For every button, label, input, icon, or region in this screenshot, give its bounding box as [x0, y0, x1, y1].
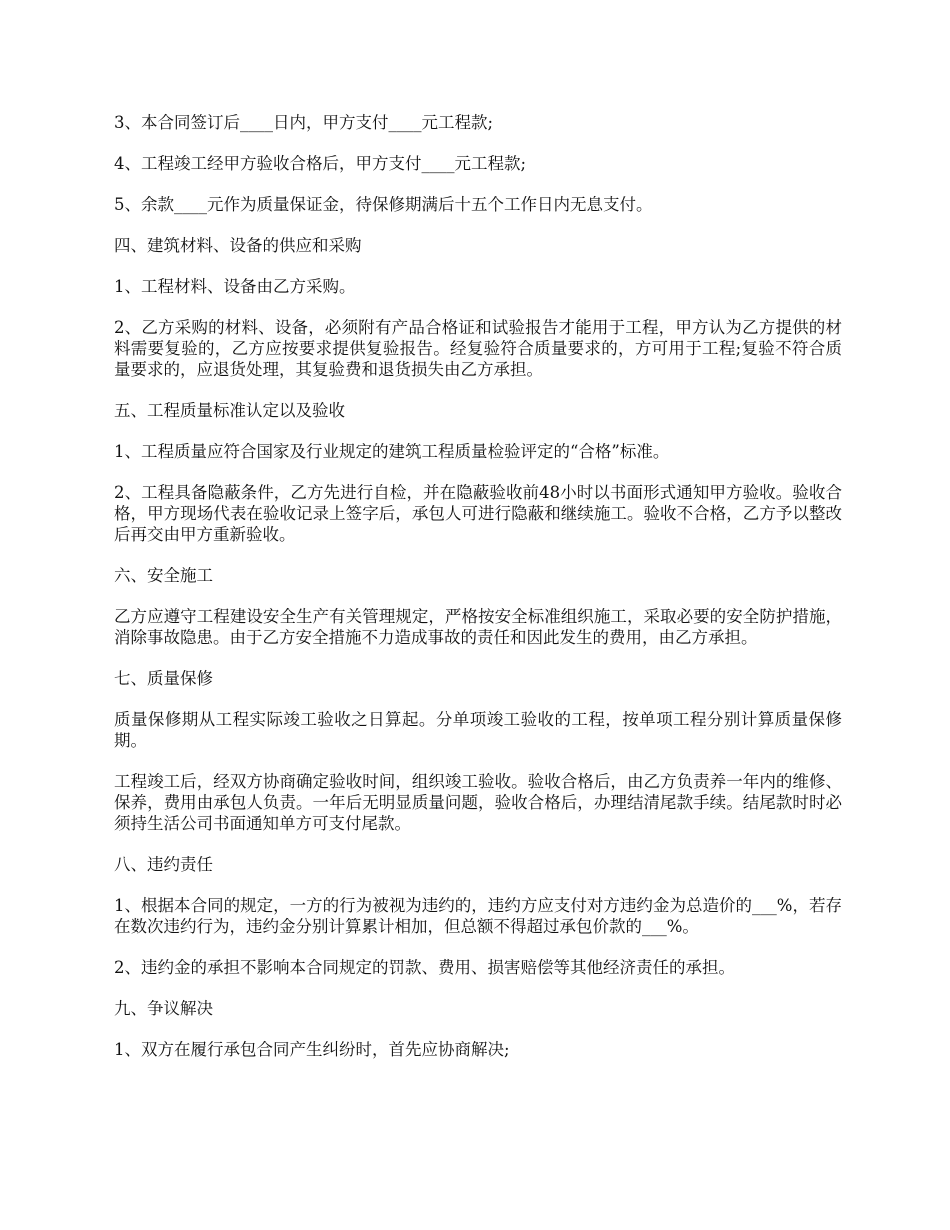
clause-safety: 乙方应遵守工程建设安全生产有关管理规定，严格按安全标准组织施工，采取必要的安全防护措施，消除事故隐患。由于乙方安全措施不力造成事故的责任和因此发生的费用，由乙方承担。 [114, 607, 842, 647]
clause-materials-1: 1、工程材料、设备由乙方采购。 [114, 277, 356, 296]
clause-payment-3: 3、本合同签订后____日内，甲方支付____元工程款; [114, 113, 494, 132]
clause-quality-1: 1、工程质量应符合国家及行业规定的建筑工程质量检验评定的“合格”标准。 [114, 442, 670, 461]
clause-payment-4: 4、工程竣工经甲方验收合格后，甲方支付____元工程款; [114, 154, 527, 173]
section-heading-warranty: 七、质量保修 [114, 669, 213, 688]
document-page [114, 112, 842, 1080]
clause-quality-2: 2、工程具备隐蔽条件，乙方先进行自检，并在隐蔽验收前48小时以书面形式通知甲方验收。验收合格，甲方现场代表在验收记录上签字后，承包人可进行隐蔽和继续施工。验收不合格，乙方予以整改后再交由甲方重新验收。 [114, 483, 842, 544]
section-heading-safety: 六、安全施工 [114, 566, 213, 585]
clause-payment-5: 5、余款____元作为质量保证金，待保修期满后十五个工作日内无息支付。 [114, 195, 653, 214]
section-heading-breach: 八、违约责任 [114, 855, 213, 874]
clause-breach-2: 2、违约金的承担不影响本合同规定的罚款、费用、损害赔偿等其他经济责任的承担。 [114, 958, 735, 977]
section-heading-disputes: 九、争议解决 [114, 999, 213, 1018]
clause-breach-1: 1、根据本合同的规定，一方的行为被视为违约的，违约方应支付对方违约金为总造价的___%，若存在数次违约行为，违约金分别计算累计相加，但总额不得超过承包价款的___%。 [114, 896, 842, 936]
clause-disputes-1: 1、双方在履行承包合同产生纠纷时，首先应协商解决; [114, 1040, 510, 1059]
section-heading-quality-acceptance: 五、工程质量标准认定以及验收 [114, 401, 345, 420]
section-heading-materials: 四、建筑材料、设备的供应和采购 [114, 236, 362, 255]
clause-warranty-1: 质量保修期从工程实际竣工验收之日算起。分单项竣工验收的工程，按单项工程分别计算质量保修期。 [114, 710, 842, 750]
clause-warranty-2: 工程竣工后，经双方协商确定验收时间，组织竣工验收。验收合格后，由乙方负责养一年内的维修、保养，费用由承包人负责。一年后无明显质量问题，验收合格后，办理结清尾款手续。结尾款时时必须持生活公司书面通知单方可支付尾款。 [114, 772, 842, 833]
clause-materials-2: 2、乙方采购的材料、设备，必须附有产品合格证和试验报告才能用于工程，甲方认为乙方提供的材料需要复验的，乙方应按要求提供复验报告。经复验符合质量要求的，方可用于工程;复验不符合质量要求的，应退货处理，其复验费和退货损失由乙方承担。 [114, 318, 842, 379]
